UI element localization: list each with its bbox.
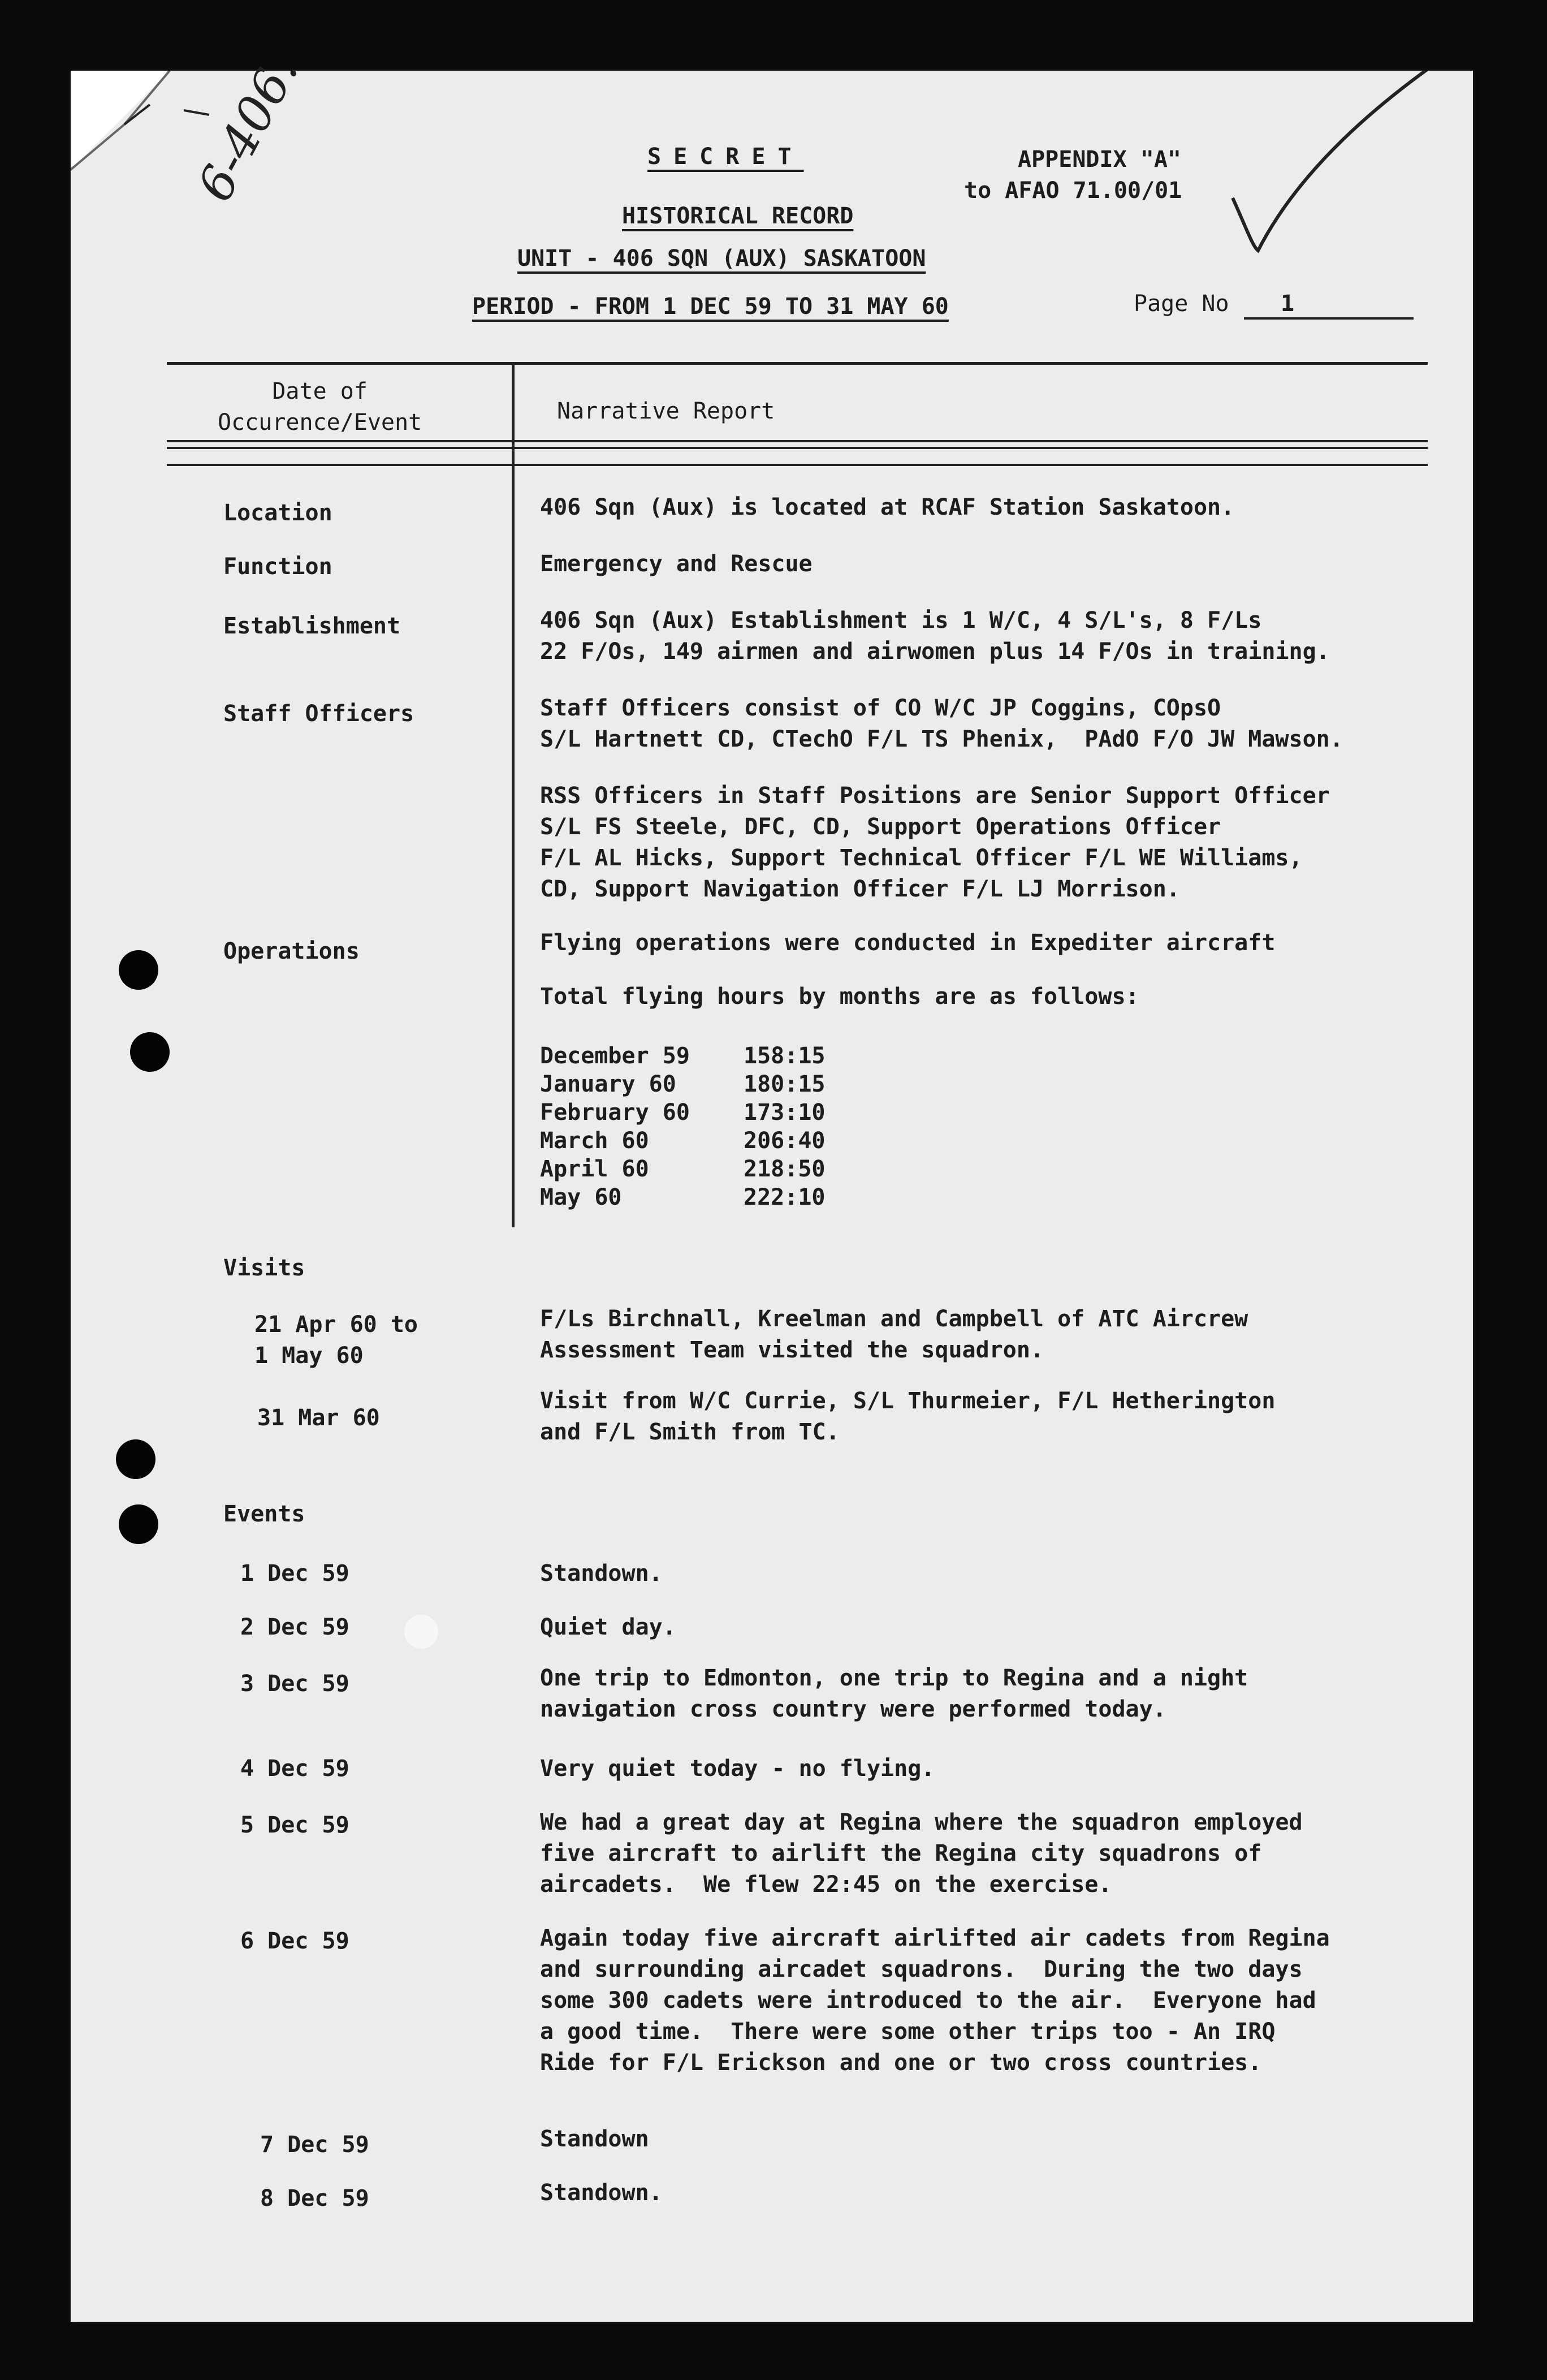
- punch-hole: [130, 1032, 170, 1072]
- month-label: January 60: [540, 1071, 676, 1097]
- page-number-value: 1: [1281, 291, 1295, 317]
- event-date: 7 Dec 59: [260, 2132, 369, 2158]
- classification: SECRET: [647, 144, 804, 170]
- event-date: 4 Dec 59: [240, 1756, 349, 1782]
- operations-text: Flying operations were conducted in Expediter aircraft: [540, 930, 1276, 956]
- appendix-line-1: APPENDIX "A": [1018, 146, 1181, 173]
- unit-line: UNIT - 406 SQN (AUX) SASKATOON: [517, 245, 926, 271]
- visits-label: Visits: [223, 1255, 305, 1281]
- event-text: Quiet day.: [540, 1614, 676, 1640]
- event-date: 8 Dec 59: [260, 2185, 369, 2211]
- event-text: Standown.: [540, 2180, 663, 2206]
- punch-hole: [404, 1615, 438, 1649]
- record-title: HISTORICAL RECORD: [622, 203, 854, 229]
- month-label: May 60: [540, 1184, 622, 1210]
- event-text: Standown.: [540, 1560, 663, 1586]
- column-divider: [512, 362, 515, 1227]
- date-column-header: Date of Occurence/Event: [218, 378, 422, 436]
- table-top-rule: [167, 362, 1428, 365]
- establishment-label: Establishment: [223, 613, 401, 639]
- event-text: We had a great day at Regina where the squadron employed five aircraft to airlift the Regina city squadrons of aircadets. We flew 22:45 on the exercise.: [540, 1809, 1303, 1898]
- function-label: Function: [223, 554, 332, 580]
- punch-hole: [119, 1504, 158, 1544]
- month-hours: 158:15: [744, 1043, 826, 1069]
- event-date: 5 Dec 59: [240, 1812, 349, 1838]
- event-date: 1 Dec 59: [240, 1560, 349, 1586]
- table-header-rule-2: [167, 447, 1428, 449]
- location-label: Location: [223, 500, 332, 526]
- flying-hours-intro: Total flying hours by months are as follows:: [540, 984, 1139, 1010]
- punch-hole: [119, 950, 158, 990]
- month-hours: 218:50: [744, 1156, 826, 1182]
- table-header-rule-1: [167, 440, 1428, 442]
- events-label: Events: [223, 1501, 305, 1527]
- document-page: [71, 46, 1473, 2322]
- punch-hole: [116, 1439, 155, 1479]
- event-date: 3 Dec 59: [240, 1671, 349, 1697]
- rss-officers-text: RSS Officers in Staff Positions are Senior Support Officer S/L FS Steele, DFC, CD, Support Operations Officer F/L AL Hicks, Support Technical Officer F/L WE Williams, CD, Support Navigation Officer F/L LJ Morrison.: [540, 783, 1330, 902]
- visit-date: 21 Apr 60 to 1 May 60: [254, 1312, 418, 1369]
- month-hours: 173:10: [744, 1100, 826, 1126]
- page-number-underline: [1244, 317, 1414, 320]
- staff-officers-text: Staff Officers consist of CO W/C JP Coggins, COpsO S/L Hartnett CD, CTechO F/L TS Phenix, PAdO F/O JW Mawson.: [540, 695, 1343, 752]
- month-hours: 222:10: [744, 1184, 826, 1210]
- visit-date: 31 Mar 60: [257, 1405, 380, 1431]
- function-text: Emergency and Rescue: [540, 551, 813, 577]
- check-mark-icon: [1224, 71, 1462, 257]
- event-text: Standown: [540, 2126, 649, 2152]
- staff-officers-label: Staff Officers: [223, 701, 414, 727]
- event-date: 6 Dec 59: [240, 1928, 349, 1954]
- month-label: April 60: [540, 1156, 649, 1182]
- visit-text: Visit from W/C Currie, S/L Thurmeier, F/L Hetherington and F/L Smith from TC.: [540, 1388, 1276, 1445]
- establishment-text: 406 Sqn (Aux) Establishment is 1 W/C, 4 S/L's, 8 F/Ls 22 F/Os, 149 airmen and airwomen plus 14 F/Os in training.: [540, 607, 1330, 665]
- event-date: 2 Dec 59: [240, 1614, 349, 1640]
- appendix-line-2: to AFAO 71.00/01: [964, 178, 1182, 204]
- event-text: Very quiet today - no flying.: [540, 1756, 935, 1782]
- narrative-column-header: Narrative Report: [557, 398, 775, 424]
- location-text: 406 Sqn (Aux) is located at RCAF Station Saskatoon.: [540, 494, 1235, 520]
- month-label: December 59: [540, 1043, 690, 1069]
- visit-text: F/Ls Birchnall, Kreelman and Campbell of ATC Aircrew Assessment Team visited the squadron.: [540, 1306, 1248, 1363]
- month-hours: 180:15: [744, 1071, 826, 1097]
- page-number-label: Page No: [1134, 291, 1229, 317]
- event-text: One trip to Edmonton, one trip to Regina and a night navigation cross country were performed today.: [540, 1665, 1248, 1722]
- operations-label: Operations: [223, 938, 360, 964]
- event-text: Again today five aircraft airlifted air cadets from Regina and surrounding aircadet squadrons. During the two days some 300 cadets were introduced to the air. Everyone had a good time. There were some other trips too - An IRQ Ride for F/L Erickson and one or two cross countries.: [540, 1925, 1330, 2076]
- handwritten-reference: 6-406.: [187, 46, 310, 210]
- month-label: February 60: [540, 1100, 690, 1126]
- period-line: PERIOD - FROM 1 DEC 59 TO 31 MAY 60: [472, 294, 949, 320]
- month-label: March 60: [540, 1128, 649, 1154]
- table-header-rule-3: [167, 464, 1428, 466]
- month-hours: 206:40: [744, 1128, 826, 1154]
